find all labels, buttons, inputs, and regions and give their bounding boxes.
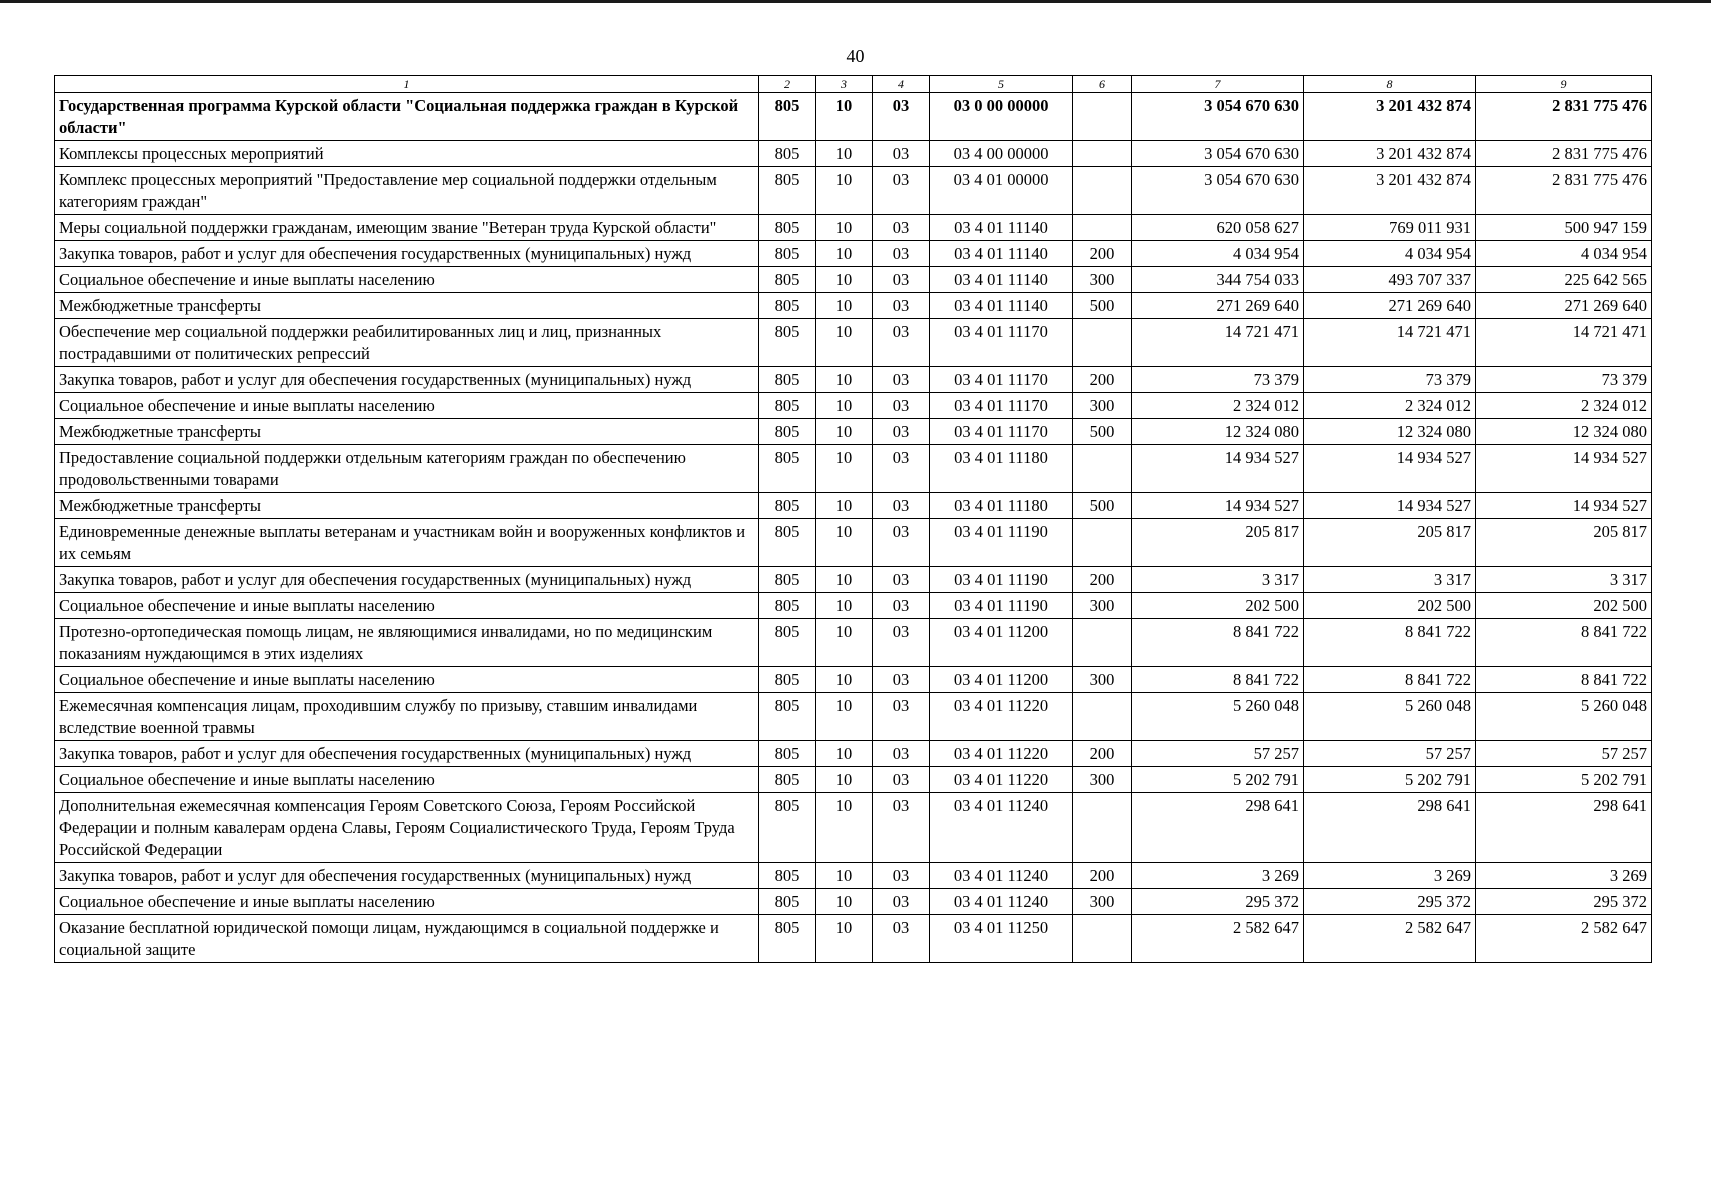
row-col-8: 3 317	[1304, 567, 1476, 593]
row-col-7: 2 324 012	[1132, 393, 1304, 419]
table-row	[55, 393, 1652, 419]
row-name: Социальное обеспечение и иные выплаты населению	[55, 267, 759, 293]
row-col-7: 5 260 048	[1132, 693, 1304, 741]
row-col-8: 3 201 432 874	[1304, 93, 1476, 141]
row-col-7: 271 269 640	[1132, 293, 1304, 319]
row-col-5: 03 4 01 11140	[930, 241, 1073, 267]
row-name: Социальное обеспечение и иные выплаты населению	[55, 767, 759, 793]
row-col-5: 03 4 01 11180	[930, 493, 1073, 519]
row-col-3: 10	[816, 419, 873, 445]
row-col-8: 2 324 012	[1304, 393, 1476, 419]
row-col-5: 03 4 01 11220	[930, 767, 1073, 793]
row-name: Меры социальной поддержки гражданам, имеющим звание "Ветеран труда Курской области"	[55, 215, 759, 241]
row-col-8: 202 500	[1304, 593, 1476, 619]
row-col-2: 805	[759, 793, 816, 863]
row-col-4: 03	[873, 889, 930, 915]
row-name: Социальное обеспечение и иные выплаты населению	[55, 889, 759, 915]
row-col-2: 805	[759, 619, 816, 667]
row-col-6: 200	[1073, 241, 1132, 267]
row-col-5: 03 4 01 11240	[930, 793, 1073, 863]
row-col-8: 3 269	[1304, 863, 1476, 889]
row-col-5: 03 4 01 11170	[930, 393, 1073, 419]
row-col-2: 805	[759, 141, 816, 167]
row-col-3: 10	[816, 741, 873, 767]
row-col-7: 14 934 527	[1132, 493, 1304, 519]
row-col-8: 14 934 527	[1304, 493, 1476, 519]
row-name: Комплекс процессных мероприятий "Предоставление мер социальной поддержки отдельным категориям граждан"	[55, 167, 759, 215]
row-col-7: 295 372	[1132, 889, 1304, 915]
row-col-3: 10	[816, 767, 873, 793]
row-col-7: 57 257	[1132, 741, 1304, 767]
scan-top-border	[0, 0, 1711, 3]
row-col-4: 03	[873, 693, 930, 741]
row-col-6: 300	[1073, 767, 1132, 793]
row-col-8: 57 257	[1304, 741, 1476, 767]
row-col-3: 10	[816, 519, 873, 567]
row-col-7: 3 054 670 630	[1132, 93, 1304, 141]
table-row	[55, 593, 1652, 619]
row-name: Социальное обеспечение и иные выплаты населению	[55, 393, 759, 419]
row-col-4: 03	[873, 741, 930, 767]
column-number: 2	[759, 76, 816, 93]
row-col-6: 200	[1073, 567, 1132, 593]
table-row	[55, 141, 1652, 167]
row-col-6: 500	[1073, 293, 1132, 319]
row-col-2: 805	[759, 667, 816, 693]
row-col-6	[1073, 93, 1132, 141]
row-col-3: 10	[816, 93, 873, 141]
row-col-9: 271 269 640	[1476, 293, 1652, 319]
row-name: Социальное обеспечение и иные выплаты населению	[55, 593, 759, 619]
table-row	[55, 767, 1652, 793]
row-col-7: 202 500	[1132, 593, 1304, 619]
row-col-4: 03	[873, 915, 930, 963]
row-col-5: 03 4 01 11140	[930, 267, 1073, 293]
row-col-6	[1073, 519, 1132, 567]
row-col-2: 805	[759, 693, 816, 741]
row-name: Государственная программа Курской области "Социальная поддержка граждан в Курской области"	[55, 93, 759, 141]
row-col-3: 10	[816, 319, 873, 367]
row-col-3: 10	[816, 619, 873, 667]
row-col-9: 2 831 775 476	[1476, 141, 1652, 167]
table-row	[55, 167, 1652, 215]
row-col-5: 03 4 01 11250	[930, 915, 1073, 963]
row-col-4: 03	[873, 493, 930, 519]
row-name: Закупка товаров, работ и услуг для обеспечения государственных (муниципальных) нужд	[55, 741, 759, 767]
row-col-9: 5 202 791	[1476, 767, 1652, 793]
row-col-4: 03	[873, 567, 930, 593]
row-col-3: 10	[816, 241, 873, 267]
table-row	[55, 889, 1652, 915]
row-name: Закупка товаров, работ и услуг для обеспечения государственных (муниципальных) нужд	[55, 241, 759, 267]
row-col-9: 2 831 775 476	[1476, 167, 1652, 215]
row-col-5: 03 4 01 11170	[930, 319, 1073, 367]
row-col-2: 805	[759, 419, 816, 445]
row-col-5: 03 4 01 11200	[930, 619, 1073, 667]
row-col-2: 805	[759, 167, 816, 215]
page-number: 40	[846, 46, 865, 66]
row-col-8: 5 260 048	[1304, 693, 1476, 741]
row-col-9: 202 500	[1476, 593, 1652, 619]
row-col-8: 3 201 432 874	[1304, 167, 1476, 215]
row-col-4: 03	[873, 293, 930, 319]
row-col-8: 73 379	[1304, 367, 1476, 393]
row-col-5: 03 4 01 11140	[930, 215, 1073, 241]
row-col-5: 03 4 01 11220	[930, 741, 1073, 767]
row-col-4: 03	[873, 267, 930, 293]
table-row	[55, 419, 1652, 445]
row-name: Комплексы процессных мероприятий	[55, 141, 759, 167]
row-col-4: 03	[873, 863, 930, 889]
column-number: 1	[55, 76, 759, 93]
row-col-7: 2 582 647	[1132, 915, 1304, 963]
row-col-3: 10	[816, 863, 873, 889]
row-col-3: 10	[816, 267, 873, 293]
table-row	[55, 863, 1652, 889]
row-name: Протезно-ортопедическая помощь лицам, не являющимися инвалидами, но по медицинским показаниям нуждающимся в этих изделиях	[55, 619, 759, 667]
row-col-8: 12 324 080	[1304, 419, 1476, 445]
row-col-5: 03 4 01 11180	[930, 445, 1073, 493]
row-col-3: 10	[816, 141, 873, 167]
row-col-3: 10	[816, 593, 873, 619]
table-row	[55, 567, 1652, 593]
row-col-4: 03	[873, 93, 930, 141]
row-col-2: 805	[759, 215, 816, 241]
row-col-4: 03	[873, 319, 930, 367]
row-name: Межбюджетные трансферты	[55, 493, 759, 519]
row-col-2: 805	[759, 445, 816, 493]
row-col-9: 4 034 954	[1476, 241, 1652, 267]
row-col-3: 10	[816, 567, 873, 593]
table-row	[55, 267, 1652, 293]
row-col-7: 298 641	[1132, 793, 1304, 863]
row-col-2: 805	[759, 519, 816, 567]
row-col-7: 205 817	[1132, 519, 1304, 567]
row-col-6: 300	[1073, 889, 1132, 915]
row-col-8: 3 201 432 874	[1304, 141, 1476, 167]
row-col-3: 10	[816, 889, 873, 915]
row-col-5: 03 4 01 00000	[930, 167, 1073, 215]
row-col-5: 03 4 01 11170	[930, 367, 1073, 393]
row-col-4: 03	[873, 367, 930, 393]
row-col-4: 03	[873, 141, 930, 167]
row-col-6: 300	[1073, 667, 1132, 693]
row-col-9: 5 260 048	[1476, 693, 1652, 741]
table-row	[55, 445, 1652, 493]
row-col-2: 805	[759, 863, 816, 889]
row-col-7: 5 202 791	[1132, 767, 1304, 793]
row-col-8: 14 934 527	[1304, 445, 1476, 493]
row-col-7: 14 721 471	[1132, 319, 1304, 367]
row-col-2: 805	[759, 741, 816, 767]
table-row	[55, 493, 1652, 519]
row-col-9: 295 372	[1476, 889, 1652, 915]
row-col-4: 03	[873, 419, 930, 445]
row-col-2: 805	[759, 593, 816, 619]
row-col-8: 14 721 471	[1304, 319, 1476, 367]
row-col-8: 4 034 954	[1304, 241, 1476, 267]
row-col-2: 805	[759, 889, 816, 915]
table-row	[55, 667, 1652, 693]
row-col-6: 200	[1073, 863, 1132, 889]
row-col-6	[1073, 215, 1132, 241]
row-col-9: 14 934 527	[1476, 493, 1652, 519]
column-number: 8	[1304, 76, 1476, 93]
row-col-2: 805	[759, 915, 816, 963]
row-col-5: 03 4 01 11200	[930, 667, 1073, 693]
row-col-7: 8 841 722	[1132, 619, 1304, 667]
row-col-9: 225 642 565	[1476, 267, 1652, 293]
row-col-8: 271 269 640	[1304, 293, 1476, 319]
row-col-8: 493 707 337	[1304, 267, 1476, 293]
row-col-7: 73 379	[1132, 367, 1304, 393]
row-col-5: 03 4 00 00000	[930, 141, 1073, 167]
row-name: Дополнительная ежемесячная компенсация Героям Советского Союза, Героям Российской Федерации и полным кавалерам ордена Славы, Героям Социалистического Труда, Героям Труда Российской Федерации	[55, 793, 759, 863]
row-col-6	[1073, 619, 1132, 667]
column-number: 9	[1476, 76, 1652, 93]
row-col-4: 03	[873, 619, 930, 667]
row-col-4: 03	[873, 393, 930, 419]
row-col-6	[1073, 167, 1132, 215]
row-col-6: 500	[1073, 419, 1132, 445]
row-col-2: 805	[759, 267, 816, 293]
row-col-5: 03 4 01 11190	[930, 567, 1073, 593]
table-row	[55, 241, 1652, 267]
row-col-4: 03	[873, 667, 930, 693]
row-name: Закупка товаров, работ и услуг для обеспечения государственных (муниципальных) нужд	[55, 567, 759, 593]
row-name: Ежемесячная компенсация лицам, проходившим службу по призыву, ставшим инвалидами вследствие военной травмы	[55, 693, 759, 741]
row-col-9: 12 324 080	[1476, 419, 1652, 445]
row-name: Межбюджетные трансферты	[55, 419, 759, 445]
row-col-2: 805	[759, 293, 816, 319]
row-col-4: 03	[873, 593, 930, 619]
row-col-8: 769 011 931	[1304, 215, 1476, 241]
row-col-6	[1073, 141, 1132, 167]
row-col-8: 298 641	[1304, 793, 1476, 863]
row-col-3: 10	[816, 167, 873, 215]
table-row	[55, 793, 1652, 863]
row-col-9: 2 831 775 476	[1476, 93, 1652, 141]
row-name: Оказание бесплатной юридической помощи лицам, нуждающимся в социальной поддержке и социальной защите	[55, 915, 759, 963]
column-number: 7	[1132, 76, 1304, 93]
table-row	[55, 93, 1652, 141]
row-name: Единовременные денежные выплаты ветеранам и участникам войн и вооруженных конфликтов и их семьям	[55, 519, 759, 567]
row-col-5: 03 4 01 11190	[930, 593, 1073, 619]
row-col-3: 10	[816, 215, 873, 241]
row-col-5: 03 4 01 11220	[930, 693, 1073, 741]
row-col-7: 8 841 722	[1132, 667, 1304, 693]
row-col-3: 10	[816, 693, 873, 741]
row-col-6	[1073, 793, 1132, 863]
column-number-row	[55, 76, 1652, 93]
table-row	[55, 693, 1652, 741]
row-col-2: 805	[759, 767, 816, 793]
row-col-9: 14 934 527	[1476, 445, 1652, 493]
row-col-5: 03 4 01 11240	[930, 863, 1073, 889]
row-col-7: 3 054 670 630	[1132, 141, 1304, 167]
row-col-7: 3 054 670 630	[1132, 167, 1304, 215]
row-name: Закупка товаров, работ и услуг для обеспечения государственных (муниципальных) нужд	[55, 367, 759, 393]
column-number: 3	[816, 76, 873, 93]
row-col-8: 5 202 791	[1304, 767, 1476, 793]
row-col-2: 805	[759, 493, 816, 519]
table-row	[55, 293, 1652, 319]
row-col-4: 03	[873, 793, 930, 863]
row-col-9: 8 841 722	[1476, 619, 1652, 667]
row-name: Закупка товаров, работ и услуг для обеспечения государственных (муниципальных) нужд	[55, 863, 759, 889]
table-row	[55, 215, 1652, 241]
table-row	[55, 319, 1652, 367]
row-col-6: 300	[1073, 393, 1132, 419]
row-col-4: 03	[873, 445, 930, 493]
row-name: Межбюджетные трансферты	[55, 293, 759, 319]
row-col-3: 10	[816, 445, 873, 493]
budget-table	[54, 75, 1652, 963]
row-col-4: 03	[873, 167, 930, 215]
row-col-5: 03 4 01 11190	[930, 519, 1073, 567]
row-col-2: 805	[759, 367, 816, 393]
row-col-5: 03 4 01 11140	[930, 293, 1073, 319]
row-col-6: 500	[1073, 493, 1132, 519]
row-col-3: 10	[816, 793, 873, 863]
row-col-2: 805	[759, 393, 816, 419]
row-col-7: 3 317	[1132, 567, 1304, 593]
row-col-4: 03	[873, 519, 930, 567]
row-col-6: 200	[1073, 367, 1132, 393]
row-col-2: 805	[759, 241, 816, 267]
row-col-3: 10	[816, 493, 873, 519]
table-row	[55, 741, 1652, 767]
row-col-9: 2 582 647	[1476, 915, 1652, 963]
row-col-4: 03	[873, 767, 930, 793]
row-col-3: 10	[816, 293, 873, 319]
row-col-6: 300	[1073, 267, 1132, 293]
row-col-4: 03	[873, 215, 930, 241]
row-col-9: 57 257	[1476, 741, 1652, 767]
table-row	[55, 367, 1652, 393]
table-row	[55, 619, 1652, 667]
row-col-6: 200	[1073, 741, 1132, 767]
row-col-4: 03	[873, 241, 930, 267]
row-col-3: 10	[816, 393, 873, 419]
column-number: 4	[873, 76, 930, 93]
row-col-9: 2 324 012	[1476, 393, 1652, 419]
row-col-9: 73 379	[1476, 367, 1652, 393]
row-col-8: 205 817	[1304, 519, 1476, 567]
table-row	[55, 519, 1652, 567]
row-col-7: 12 324 080	[1132, 419, 1304, 445]
row-col-3: 10	[816, 667, 873, 693]
row-col-9: 3 317	[1476, 567, 1652, 593]
row-col-7: 14 934 527	[1132, 445, 1304, 493]
table-row	[55, 915, 1652, 963]
row-col-8: 8 841 722	[1304, 619, 1476, 667]
row-col-5: 03 4 01 11240	[930, 889, 1073, 915]
row-col-5: 03 0 00 00000	[930, 93, 1073, 141]
row-col-9: 14 721 471	[1476, 319, 1652, 367]
row-col-5: 03 4 01 11170	[930, 419, 1073, 445]
row-col-7: 4 034 954	[1132, 241, 1304, 267]
column-number: 6	[1073, 76, 1132, 93]
row-col-6: 300	[1073, 593, 1132, 619]
row-col-3: 10	[816, 915, 873, 963]
row-col-7: 344 754 033	[1132, 267, 1304, 293]
row-col-6	[1073, 445, 1132, 493]
row-col-9: 3 269	[1476, 863, 1652, 889]
row-col-8: 2 582 647	[1304, 915, 1476, 963]
row-col-6	[1073, 319, 1132, 367]
row-col-7: 3 269	[1132, 863, 1304, 889]
row-col-3: 10	[816, 367, 873, 393]
row-col-2: 805	[759, 93, 816, 141]
row-col-9: 298 641	[1476, 793, 1652, 863]
row-col-8: 295 372	[1304, 889, 1476, 915]
row-col-8: 8 841 722	[1304, 667, 1476, 693]
row-col-9: 500 947 159	[1476, 215, 1652, 241]
row-col-9: 8 841 722	[1476, 667, 1652, 693]
row-col-9: 205 817	[1476, 519, 1652, 567]
row-col-2: 805	[759, 319, 816, 367]
row-col-6	[1073, 915, 1132, 963]
row-name: Предоставление социальной поддержки отдельным категориям граждан по обеспечению продовольственными товарами	[55, 445, 759, 493]
row-name: Социальное обеспечение и иные выплаты населению	[55, 667, 759, 693]
row-col-6	[1073, 693, 1132, 741]
column-number: 5	[930, 76, 1073, 93]
row-col-7: 620 058 627	[1132, 215, 1304, 241]
row-name: Обеспечение мер социальной поддержки реабилитированных лиц и лиц, признанных пострадавшими от политических репрессий	[55, 319, 759, 367]
row-col-2: 805	[759, 567, 816, 593]
